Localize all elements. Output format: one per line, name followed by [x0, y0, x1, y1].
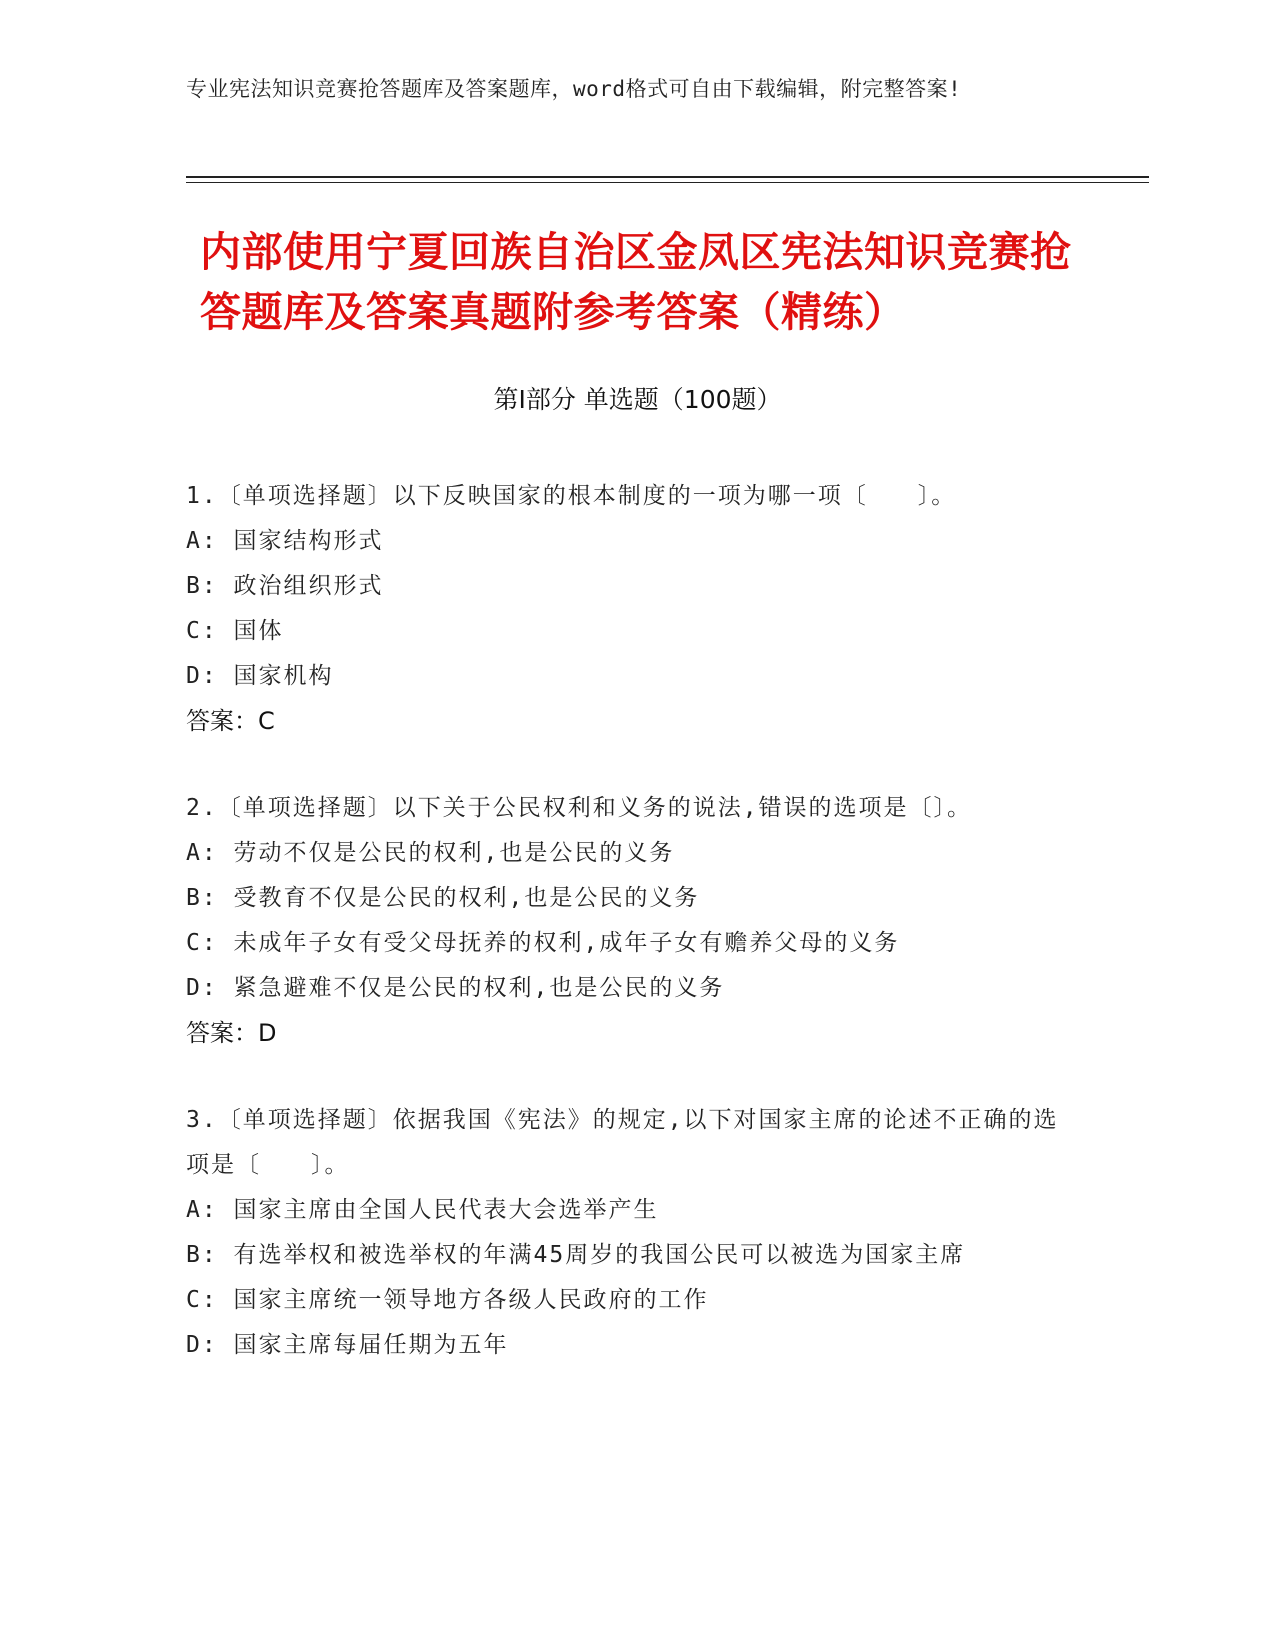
option-a: A: 劳动不仅是公民的权利,也是公民的义务	[186, 840, 675, 866]
question-3	[186, 1098, 1066, 1368]
question-1	[186, 474, 1066, 744]
question-text: 2.〔单项选择题〕以下关于公民权利和义务的说法,错误的选项是〔〕。	[186, 795, 973, 821]
answer: 答案：D	[186, 1019, 277, 1047]
option-d: D: 国家主席每届任期为五年	[186, 1332, 509, 1358]
question-text: 3.〔单项选择题〕依据我国《宪法》的规定,以下对国家主席的论述不正确的选项是〔 〕。	[186, 1107, 1059, 1178]
option-b: B: 有选举权和被选举权的年满45周岁的我国公民可以被选为国家主席	[186, 1242, 966, 1268]
header-rule-thick	[186, 176, 1149, 178]
question-list	[186, 474, 1066, 1410]
option-c: C: 国体	[186, 618, 284, 644]
header-rule-thin	[186, 182, 1149, 183]
section-heading: 第Ⅰ部分 单选题（100题）	[493, 385, 782, 414]
option-b: B: 政治组织形式	[186, 573, 384, 599]
option-a: A: 国家结构形式	[186, 528, 384, 554]
option-d: D: 国家机构	[186, 663, 334, 689]
question-2	[186, 786, 1066, 1056]
option-d: D: 紧急避难不仅是公民的权利,也是公民的义务	[186, 975, 725, 1001]
document-title: 内部使用宁夏回族自治区金凤区宪法知识竞赛抢答题库及答案真题附参考答案（精练）	[200, 228, 1072, 336]
option-b: B: 受教育不仅是公民的权利,也是公民的义务	[186, 885, 700, 911]
option-c: C: 国家主席统一领导地方各级人民政府的工作	[186, 1287, 709, 1313]
option-c: C: 未成年子女有受父母抚养的权利,成年子女有赡养父母的义务	[186, 930, 900, 956]
answer: 答案：C	[186, 707, 275, 735]
option-a: A: 国家主席由全国人民代表大会选举产生	[186, 1197, 659, 1223]
question-text: 1.〔单项选择题〕以下反映国家的根本制度的一项为哪一项〔 〕。	[186, 483, 957, 509]
header-note: 专业宪法知识竞赛抢答题库及答案题库，word格式可自由下载编辑，附完整答案!	[186, 77, 962, 101]
